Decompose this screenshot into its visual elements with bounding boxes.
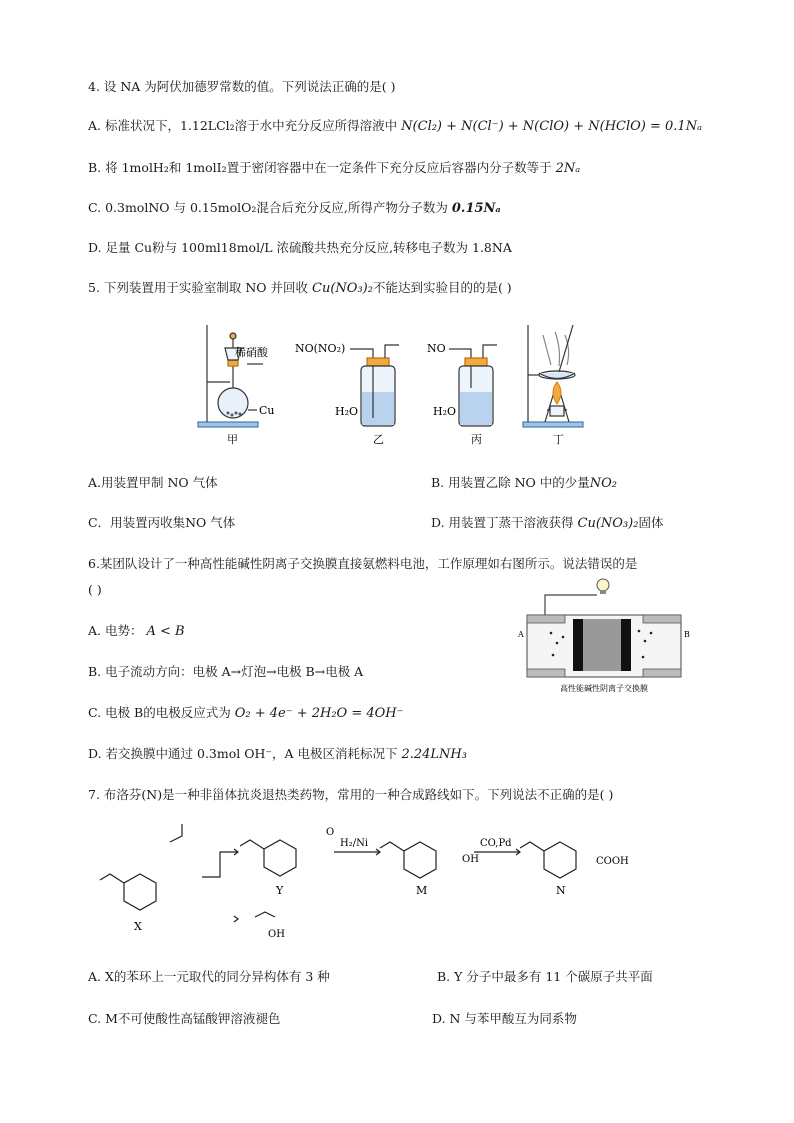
- q4-option-b-formula: 2Nₐ: [555, 161, 581, 176]
- label-gas-no-no2: NO(NO₂): [295, 342, 346, 355]
- label-o-y: O: [326, 827, 335, 838]
- acetic-anhydride: [170, 824, 182, 842]
- n-benzene-ring: [544, 842, 576, 878]
- q5-stem: [88, 279, 512, 298]
- q4-option-c: [88, 199, 501, 218]
- bulb-icon: [597, 579, 609, 594]
- label-yi: 乙: [373, 433, 384, 446]
- exchange-membrane: [583, 619, 621, 671]
- q7-option-c: C. M不可使酸性高锰酸钾溶液褪色: [88, 1011, 281, 1026]
- m-substituents: [380, 842, 404, 851]
- q6-option-a-text: A. 电势：: [88, 623, 143, 638]
- label-oh-m: OH: [462, 854, 479, 865]
- q6-stem: 6.某团队设计了一种高性能碱性阴离子交换膜直接氨燃料电池，工作原理如右图所示。说法错误的是: [88, 556, 638, 571]
- fig-caption: 高性能碱性阴离子交换膜: [560, 684, 648, 693]
- label-ding: 丁: [553, 433, 564, 446]
- label-n: N: [556, 884, 566, 897]
- label-co-pd: CO,Pd: [480, 838, 512, 849]
- q4-option-c-text: C. 0.3molNO 与 0.15molO₂混合后充分反应,所得产物分子数为: [88, 200, 448, 215]
- y-benzene-ring: [264, 840, 296, 876]
- q4-option-a-formula: N(Cl₂) + N(Cl⁻) + N(ClO) + N(HClO) = 0.1Nₐ: [401, 119, 702, 134]
- q4-option-b: [88, 159, 580, 178]
- q6-option-d: [88, 745, 467, 764]
- label-gas-no: NO: [427, 342, 446, 355]
- burner-flame: [553, 382, 561, 404]
- label-y: Y: [276, 884, 284, 897]
- q5-option-d: [431, 514, 663, 533]
- q5-stem-formula: Cu(NO₃)₂: [312, 281, 373, 296]
- label-cu: Cu: [259, 404, 275, 417]
- q6-paren: ( ): [88, 582, 102, 597]
- q7-option-d: D. N 与苯甲酸互为同系物: [432, 1011, 577, 1026]
- q5-apparatus-figure: [195, 320, 605, 450]
- q5-option-b-formula: NO₂: [589, 476, 618, 491]
- label-water-yi: H₂O: [335, 405, 359, 418]
- x-benzene-ring: [124, 874, 156, 910]
- fig-label-b: B: [684, 630, 690, 639]
- y-substituents: [240, 840, 264, 849]
- q4-option-c-formula: 0.15Nₐ: [451, 201, 501, 216]
- q6-option-c: [88, 704, 404, 723]
- q5-option-a: A.用装置甲制 NO 气体: [88, 475, 218, 490]
- label-m: M: [416, 884, 428, 897]
- label-h2-ni: H₂/Ni: [340, 838, 369, 849]
- q5-option-d-post: 固体: [638, 515, 664, 530]
- q6-option-b: B. 电子流动方向：电极 A→灯泡→电极 B→电极 A: [88, 664, 364, 679]
- electrode-a: [573, 619, 583, 671]
- q7-option-b: B. Y 分子中最多有 11 个碳原子共平面: [437, 969, 653, 984]
- label-x: X: [134, 920, 142, 933]
- acetic-acid: [255, 912, 275, 917]
- q4-option-a: [88, 117, 702, 136]
- q7-stem: 7. 布洛芬(N)是一种非甾体抗炎退热类药物，常用的一种合成路线如下。下列说法不正确的是( ): [88, 787, 614, 802]
- q6-option-a-formula: A < B: [146, 624, 185, 639]
- x-isopropyl: [100, 874, 124, 883]
- m-benzene-ring: [404, 842, 436, 878]
- q6-option-d-formula: 2.24LNH₃: [401, 747, 467, 762]
- q4-option-a-text: A. 标准状况下，1.12LCl₂溶于水中充分反应所得溶液中: [88, 118, 398, 133]
- q5-option-b-text: B. 用装置乙除 NO 中的少量: [431, 475, 590, 490]
- q4-stem: 4. 设 NA 为阿伏加德罗常数的值。下列说法正确的是( ): [88, 79, 396, 94]
- q5-stem-pre: 5. 下列装置用于实验室制取 NO 并回收: [88, 280, 309, 295]
- fig-label-a: A: [518, 630, 524, 639]
- q7-option-a: A. X的苯环上一元取代的同分异构体有 3 种: [88, 969, 330, 984]
- q6-option-c-text: C. 电极 B的电极反应式为: [88, 705, 231, 720]
- label-cooh: COOH: [596, 856, 629, 867]
- apparatus-bing: [449, 345, 497, 426]
- q5-option-d-formula: Cu(NO₃)₂: [577, 516, 639, 531]
- reaction-arrow-branch: [202, 852, 238, 877]
- q4-option-d: D. 足量 Cu粉与 100ml18mol/L 浓硫酸共热充分反应,转移电子数为 1.8NA: [88, 240, 512, 255]
- arrow-head-acid: [234, 916, 238, 922]
- label-water-bing: H₂O: [433, 405, 457, 418]
- q7-synthesis-route-figure: [90, 822, 650, 942]
- q6-option-c-formula: O₂ + 4e⁻ + 2H₂O = 4OH⁻: [234, 706, 404, 721]
- q5-stem-post: 不能达到实验目的的是( ): [372, 280, 512, 295]
- apparatus-jia: [198, 325, 263, 427]
- label-dilute-nitric-acid: 稀硝酸: [235, 346, 268, 359]
- q6-option-d-text: D. 若交换膜中通过 0.3mol OH⁻，A 电极区消耗标况下: [88, 746, 398, 761]
- q6-fuel-cell-figure: [515, 575, 695, 697]
- electrode-b: [621, 619, 631, 671]
- q5-option-c: C．用装置丙收集NO 气体: [88, 515, 236, 530]
- q4-option-b-text: B. 将 1molH₂和 1molI₂置于密闭容器中在一定条件下充分反应后容器内分子数等于: [88, 160, 552, 175]
- q5-option-d-text: D. 用装置丁蒸干溶液获得: [431, 515, 574, 530]
- q6-option-a: [88, 622, 185, 641]
- q5-option-b: [431, 474, 617, 493]
- n-substituents: [520, 842, 544, 851]
- label-oh-acid: OH: [268, 929, 285, 940]
- apparatus-ding: [523, 325, 583, 427]
- label-bing: 丙: [471, 433, 482, 446]
- label-jia: 甲: [227, 433, 238, 446]
- external-wire: [545, 595, 597, 615]
